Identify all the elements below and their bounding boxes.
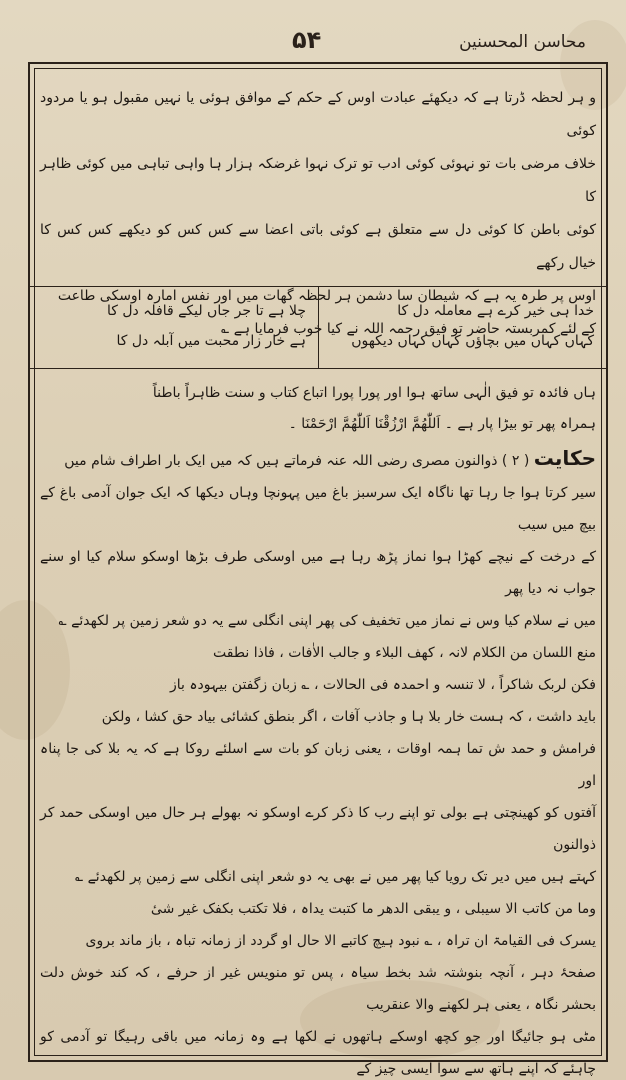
persian-verse-line: یسرک فی القیامۃ ان تراہ ، ؎ نبود ہیچ کاتبے الا حال او گردد از زمانہ تباہ ، باز ماند بروی: [85, 933, 596, 949]
post-verse-paragraph: [40, 378, 596, 440]
text-line: صفحۂ دہر ، آنچہ بنوشتہ شد بخط سیاہ ، پس تو منویس غیر از حرفے ، کہ کند خوش دلت بحشر نگاہ ، یعنی ہر لکھنے والا عنقریب: [40, 965, 596, 1013]
verse-line: کہاں کہاں میں بچاؤں کہاں کہاں دیکھوں: [351, 333, 594, 349]
verse-box: [30, 286, 606, 368]
verse-line: خدا ہی خیر کرے ہے معاملہ دل کا: [397, 303, 594, 319]
persian-verse-line: باید داشت ، کہ ہست خار بلا ہا و جاذب آفات ، اگر بنطق کشائی بیاد حق کشا ، ولکن: [101, 709, 596, 725]
text-line: کوئی باطن کا کوئی دل سے متعلق ہے کوئی باتی اعضا سے کس کس کو دیکھے کس کس کا خیال رکھے: [40, 222, 596, 271]
story-section: [40, 442, 596, 1080]
text-line: مٹی ہو جائیگا اور جو کچھ اوسکے ہاتھوں نے لکھا ہے وہ زمانہ میں باقی رہیگا تو آدمی کو چاہئے کہ اپنے ہاتھ سے سوا ایسی چیز کے: [40, 1029, 596, 1077]
text-line: کے درخت کے نیچے کھڑا ہوا نماز پڑھ رہا ہے میں اوسکی طرف بڑھا اوسکو سلام کیا او سنے جواب نہ دیا پھر: [40, 549, 596, 597]
text-line: کہتے ہیں میں دیر تک رویا کیا پھر میں نے بھی یہ دو شعر اپنی انگلی سے زمین پر لکھدئے ؎: [74, 869, 596, 885]
text-line: خلاف مرضی بات تو نہوئی کوئی ادب تو ترک نہوا غرضکہ ہزار ہا واہی تباہی میں کوئی ظاہر کا: [40, 156, 596, 205]
section-heading: حکایت: [533, 446, 596, 470]
text-line: میں نے سلام کیا وس نے نماز میں تخفیف کی پھر اپنی انگلی سے یہ دو شعر زمین پر لکھدئے ؎: [58, 613, 596, 629]
page-header: [30, 18, 596, 58]
page-number: ۵۴: [292, 26, 322, 54]
verse-line: ہے خار زار محبت میں آبلہ دل کا: [116, 333, 306, 349]
arabic-verse-line: وما من کاتب الا سیبلی ، و یبقی الدھر ما کتبت یداہ ، فلا تکتب بکفک غیر شیٔ: [150, 901, 596, 917]
text-frame: [28, 62, 608, 1077]
text-line: سیر کرتا ہوا جا رہا تھا ناگاہ ایک سرسبز باغ میں پہونچا وہاں دیکھا کہ ایک جوان آدمی باغ کے بیچ میں سیب: [40, 485, 596, 533]
text-line: آفتوں کو کھینچتی ہے بولی تو اپنے رب کا ذکر کرے اوسکو نہ بھولے ہر حال میں اوسکی حمد کر ذوالنون: [40, 805, 596, 853]
text-line: اوس پر طرہ یہ ہے کہ شیطان سا دشمن ہر لحظہ گھات میں اور نفس امارہ اوسکی طاعت: [57, 288, 596, 304]
text-line: ہاں فائدہ تو فیق الٰہی ساتھ ہوا اور پورا پورا اتباع کتاب و سنت ظاہراً باطناً: [152, 385, 596, 401]
verse-column-left: [30, 286, 318, 368]
arabic-verse-line: فکن لربک شاکراً ، لا تنسہ و احمدہ فی الحالات ، ؎ زبان زگفتن بیہودہ باز: [169, 677, 596, 693]
verse-line: چلا ہے تا جر جاں لیکے قافلہ دل کا: [106, 303, 306, 319]
verse-column-right: [318, 286, 606, 368]
story-first-line: [40, 442, 596, 477]
divider-line: [30, 368, 606, 369]
text-line: کے لئے کمربستہ حاضر تو فیق رحمہ اللہ نے کیا خوب فرمایا ہے ؎: [221, 321, 596, 337]
text-line: ہمراہ پھر تو بیڑا پار ہے ۔ اَللّٰھُمَّ ارْزُقْنَا اَللّٰھُمَّ ارْحَمْنَا ۔: [288, 416, 596, 432]
text-line: ( ۲ ) ذوالنون مصری رضی اللہ عنہ فرماتے ہیں کہ میں ایک بار اطراف شام میں: [64, 453, 530, 469]
text-line: و ہر لحظہ ڈرتا ہے کہ دیکھئے عبادت اوس کے حکم کے موافق ہوئی یا نہیں مقبول ہو یا مردود کوئی: [40, 90, 596, 139]
text-line: فرامش و حمد ش تما ہمہ اوقات ، یعنی زبان کو بات سے اسلئے روکا ہے کہ یہ بلا کی جا پناہ اور: [40, 741, 596, 789]
arabic-verse-line: منع اللسان من الکلام لانہ ، کھف البلاء و جالب الاٰفات ، فاذا نطقت: [213, 645, 596, 661]
running-title: محاسن المحسنین: [459, 32, 586, 52]
